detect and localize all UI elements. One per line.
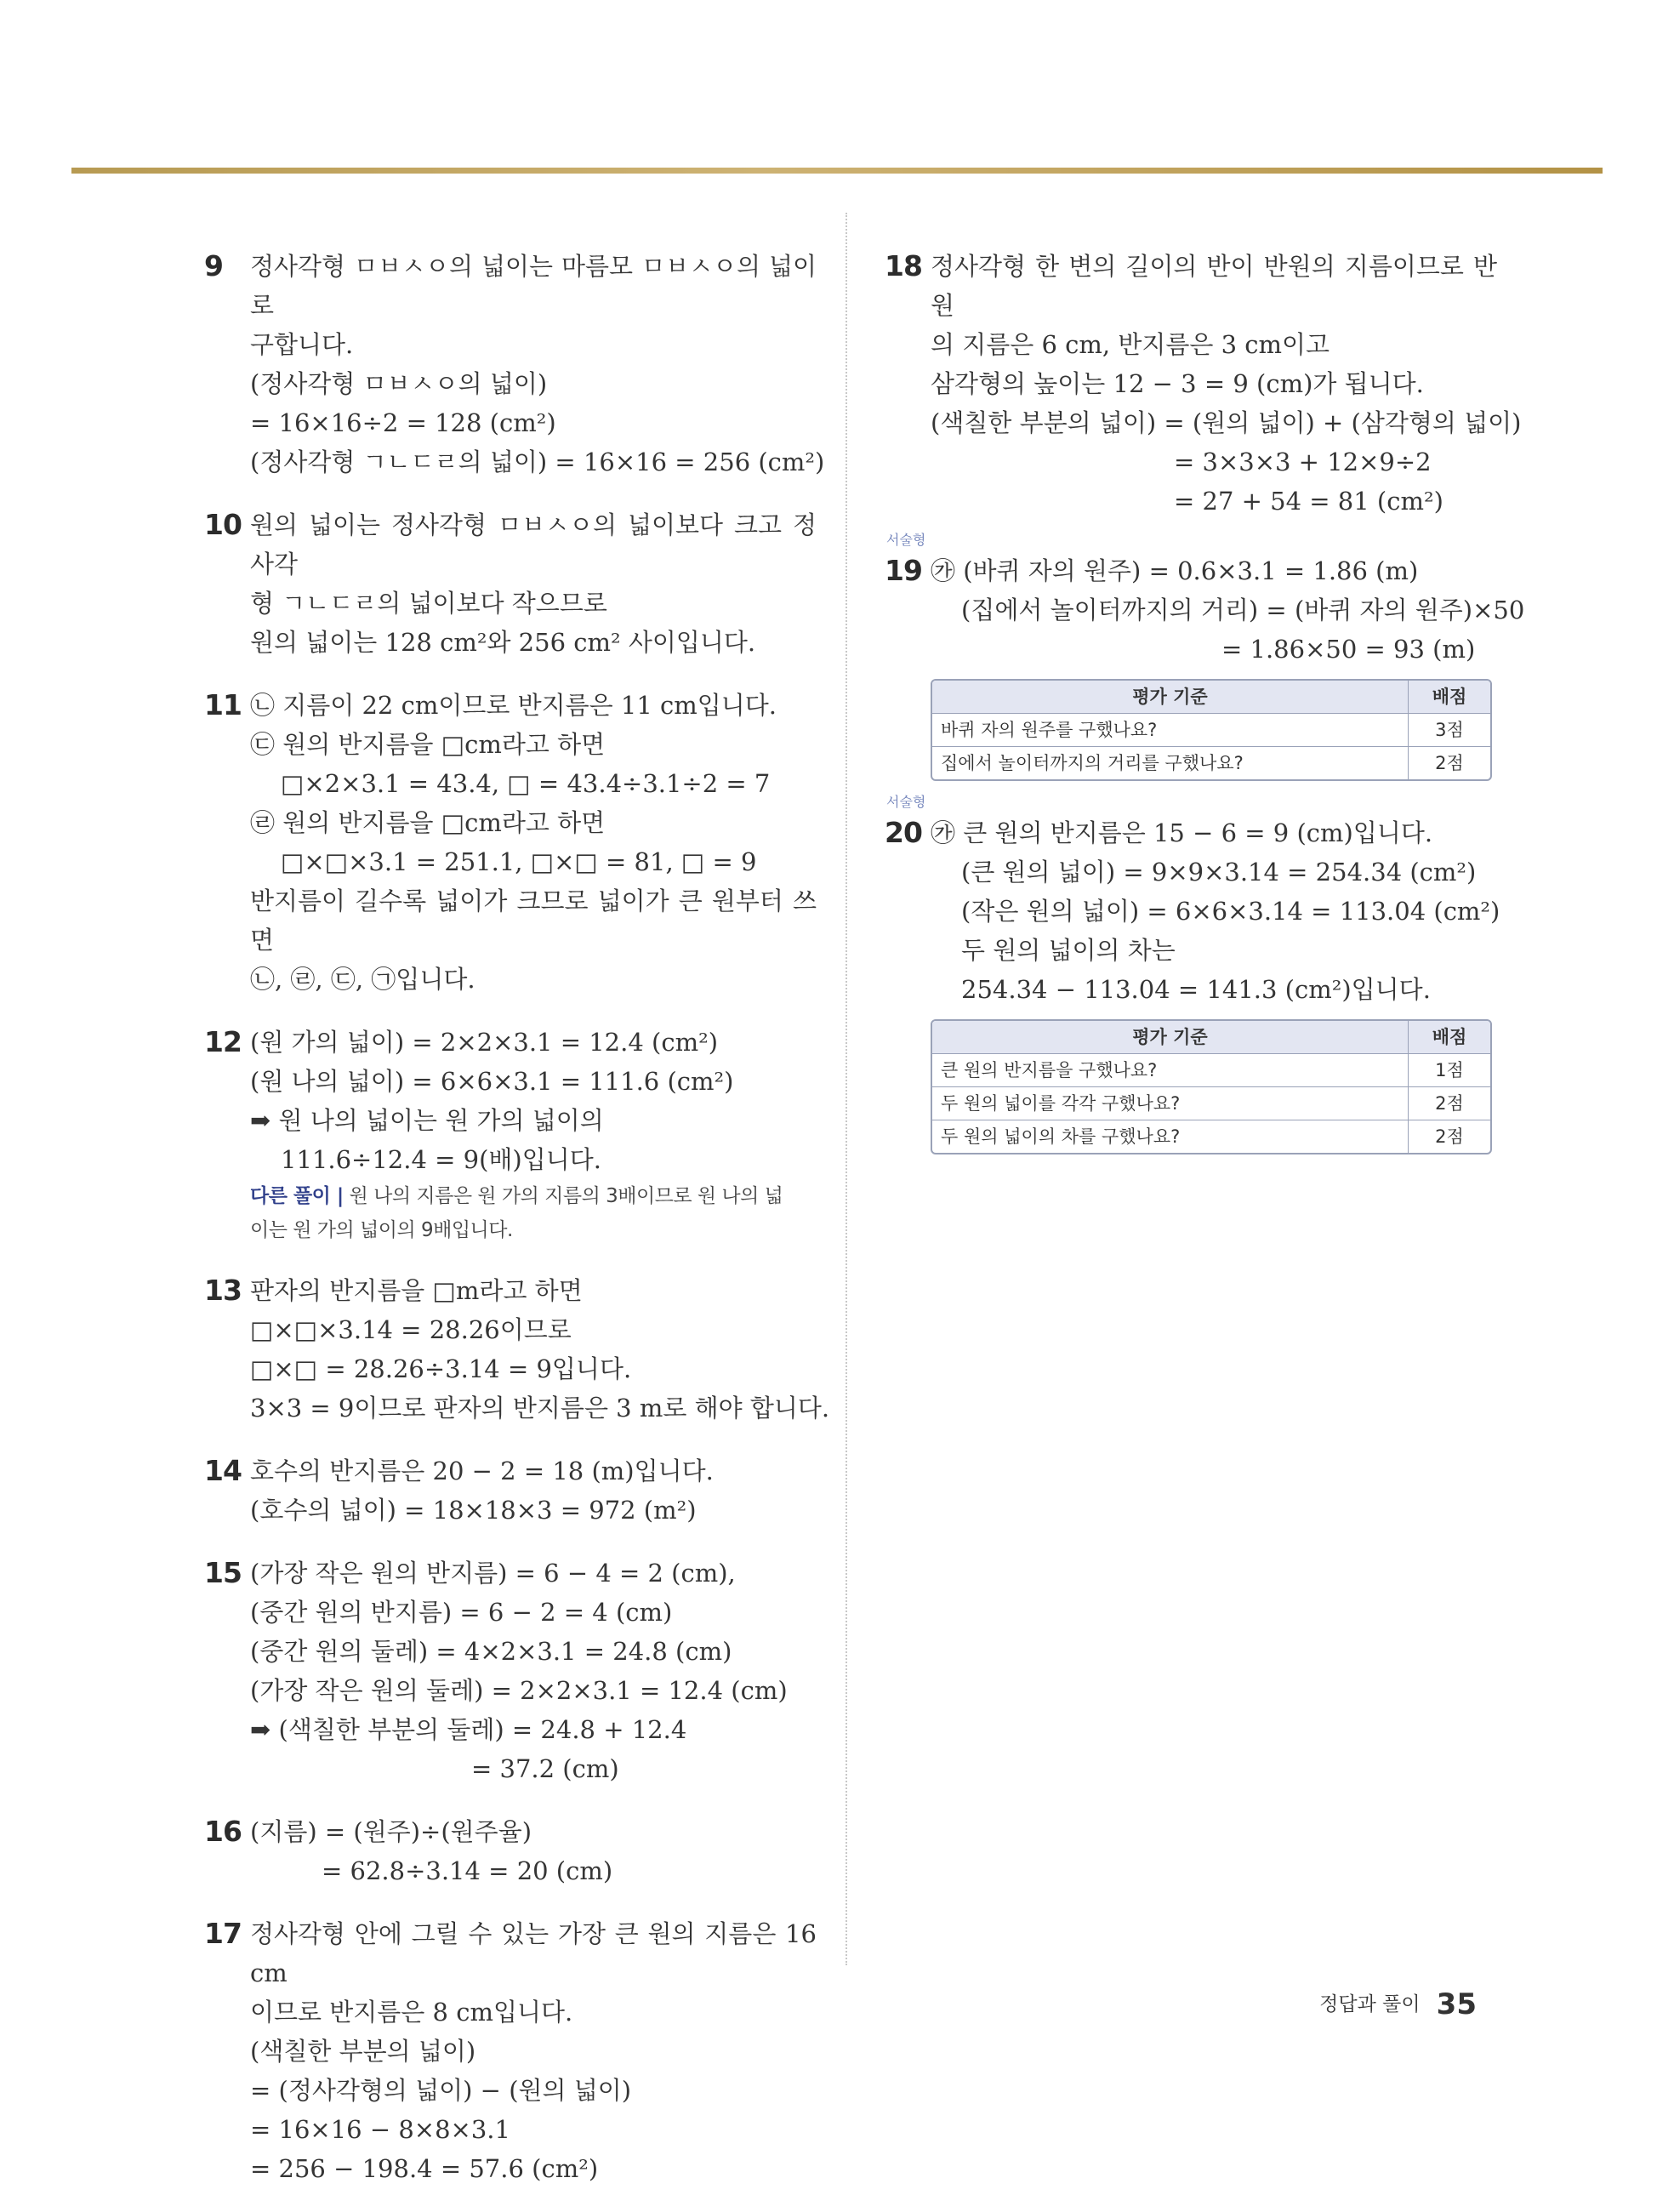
score-header: 배점 <box>1432 687 1467 707</box>
solution-line: □×□×3.14 = 28.26이므로 <box>250 1315 572 1344</box>
problem-12 <box>204 1023 817 1247</box>
solution-line: 의 지름은 6 cm, 반지름은 3 cm이고 <box>931 330 1330 359</box>
solution-line: = 62.8÷3.14 = 20 (cm) <box>322 1856 613 1885</box>
right-column <box>885 247 1525 1187</box>
solution-line: □×2×3.1 = 43.4, □ = 43.4÷3.1÷2 = 7 <box>281 769 771 798</box>
alternative-solution-label: 다른 풀이 | <box>250 1185 344 1207</box>
criteria-cell: 바퀴 자의 원주를 구했나요? <box>932 714 1409 746</box>
solution-line: = 16×16 − 8×8×3.1 <box>250 2115 510 2144</box>
solution-line: 호수의 반지름은 20 − 2 = 18 (m)입니다. <box>250 1457 714 1485</box>
solution-line: ➡ 원 나의 넓이는 원 가의 넓이의 <box>250 1106 604 1135</box>
alternative-solution-text: 원 나의 지름은 원 가의 지름의 3배이므로 원 나의 넓 <box>349 1185 783 1207</box>
solution-line: (지름) = (원주)÷(원주율) <box>250 1817 532 1846</box>
problem-10 <box>204 505 817 662</box>
problem-20 <box>885 794 1500 1154</box>
solution-line: □×□ = 28.26÷3.14 = 9입니다. <box>250 1354 632 1383</box>
solution-line: (큰 원의 넓이) = 9×9×3.14 = 254.34 (cm²) <box>961 858 1477 887</box>
problem-number: 16 <box>204 1815 242 1848</box>
column-divider <box>846 213 847 1965</box>
solution-line: (중간 원의 둘레) = 4×2×3.1 = 24.8 (cm) <box>250 1637 732 1666</box>
problem-14 <box>204 1451 817 1530</box>
score-cell: 2점 <box>1435 1093 1464 1114</box>
problem-number: 9 <box>204 249 223 282</box>
page-number: 35 <box>1436 1987 1477 2021</box>
score-cell: 1점 <box>1435 1060 1464 1080</box>
solution-line: (집에서 놀이터까지의 거리) = (바퀴 자의 원주)×50 <box>961 596 1525 624</box>
problem-15 <box>204 1554 817 1788</box>
solution-line: = 1.86×50 = 93 (m) <box>1221 635 1476 664</box>
solution-line: = 3×3×3 + 12×9÷2 <box>1174 448 1432 476</box>
grading-table-row <box>932 1120 1490 1153</box>
solution-line: 3×3 = 9이므로 판자의 반지름은 3 m로 해야 합니다. <box>250 1394 830 1422</box>
solution-line: 원의 넓이는 정사각형 ㅁㅂㅅㅇ의 넓이보다 크고 정사각 <box>250 510 817 579</box>
grading-table-row <box>932 713 1490 746</box>
grading-table-header <box>932 681 1490 713</box>
problem-17 <box>204 1914 817 2188</box>
solution-line: 111.6÷12.4 = 9(배)입니다. <box>281 1145 601 1174</box>
solution-line: = (정사각형의 넓이) − (원의 넓이) <box>250 2076 632 2105</box>
problem-number: 17 <box>204 1917 242 1950</box>
criteria-cell: 두 원의 넓이의 차를 구했나요? <box>932 1120 1409 1153</box>
solution-line: ㉮ 큰 원의 반지름은 15 − 6 = 9 (cm)입니다. <box>931 818 1433 847</box>
solution-line: = 256 − 198.4 = 57.6 (cm²) <box>250 2154 599 2183</box>
solution-line: ㉡, ㉣, ㉢, ㉠입니다. <box>250 965 475 994</box>
solution-line: (가장 작은 원의 반지름) = 6 − 4 = 2 (cm), <box>250 1559 736 1588</box>
problem-number: 10 <box>204 508 242 541</box>
problem-number: 11 <box>204 688 242 721</box>
solution-line: 이므로 반지름은 8 cm입니다. <box>250 1998 573 2027</box>
solution-line: 반지름이 길수록 넓이가 크므로 넓이가 큰 원부터 쓰면 <box>250 887 817 955</box>
problem-16 <box>204 1812 817 1890</box>
solution-line: (가장 작은 원의 둘레) = 2×2×3.1 = 12.4 (cm) <box>250 1676 788 1705</box>
solution-line: (정사각형 ㅁㅂㅅㅇ의 넓이) <box>250 369 548 398</box>
solution-line: 형 ㄱㄴㄷㄹ의 넓이보다 작으므로 <box>250 589 607 618</box>
score-header: 배점 <box>1432 1027 1467 1047</box>
problem-number: 12 <box>204 1025 242 1058</box>
criteria-header: 평가 기준 <box>932 681 1409 713</box>
solution-line: = 37.2 (cm) <box>471 1754 619 1783</box>
solution-line: ㉢ 원의 반지름을 □cm라고 하면 <box>250 730 606 759</box>
solution-line: 정사각형 안에 그릴 수 있는 가장 큰 원의 지름은 16 cm <box>250 1919 817 1987</box>
problem-18 <box>885 247 1522 521</box>
solution-line: (호수의 넓이) = 18×18×3 = 972 (m²) <box>250 1496 697 1525</box>
alternative-solution <box>250 1179 817 1213</box>
solution-line: 구합니다. <box>250 330 354 359</box>
criteria-header: 평가 기준 <box>932 1021 1409 1053</box>
problem-13 <box>204 1271 830 1428</box>
essay-type-tag: 서술형 <box>886 532 926 548</box>
solution-line: 정사각형 한 변의 길이의 반이 반원의 지름이므로 반원 <box>931 252 1497 320</box>
solution-line: ㉡ 지름이 22 cm이므로 반지름은 11 cm입니다. <box>250 691 777 720</box>
grading-table <box>931 679 1492 781</box>
solution-line: (중간 원의 반지름) = 6 − 2 = 4 (cm) <box>250 1598 673 1627</box>
essay-type-tag: 서술형 <box>886 794 926 810</box>
criteria-cell: 큰 원의 반지름을 구했나요? <box>932 1054 1409 1086</box>
grading-table-row <box>932 1053 1490 1086</box>
problem-number: 20 <box>885 816 922 849</box>
score-cell: 2점 <box>1435 753 1464 773</box>
footer-label: 정답과 풀이 <box>1319 1993 1421 2015</box>
score-cell: 3점 <box>1435 720 1464 740</box>
score-cell: 2점 <box>1435 1126 1464 1147</box>
solution-line: (정사각형 ㄱㄴㄷㄹ의 넓이) = 16×16 = 256 (cm²) <box>250 448 825 476</box>
solution-line: ㉣ 원의 반지름을 □cm라고 하면 <box>250 808 606 837</box>
problem-number: 18 <box>885 249 922 282</box>
problem-9 <box>204 247 825 482</box>
problem-number: 14 <box>204 1454 242 1487</box>
problem-number: 15 <box>204 1556 242 1589</box>
page-footer <box>1319 1987 1477 2021</box>
solution-line: (작은 원의 넓이) = 6×6×3.14 = 113.04 (cm²) <box>961 897 1500 926</box>
left-column <box>204 247 830 2212</box>
grading-table-row <box>932 1086 1490 1120</box>
criteria-cell: 집에서 놀이터까지의 거리를 구했나요? <box>932 747 1409 779</box>
grading-table-header <box>932 1021 1490 1053</box>
problem-19 <box>885 532 1525 781</box>
problem-number: 13 <box>204 1274 242 1307</box>
solution-line: 254.34 − 113.04 = 141.3 (cm²)입니다. <box>961 975 1431 1004</box>
solution-line: 판자의 반지름을 □m라고 하면 <box>250 1276 583 1305</box>
top-rule <box>71 168 1603 174</box>
solution-line: ㉮ (바퀴 자의 원주) = 0.6×3.1 = 1.86 (m) <box>931 556 1419 585</box>
solution-line: ➡ (색칠한 부분의 둘레) = 24.8 + 12.4 <box>250 1715 687 1744</box>
solution-line: (원 가의 넓이) = 2×2×3.1 = 12.4 (cm²) <box>250 1028 719 1057</box>
solution-line: (원 나의 넓이) = 6×6×3.1 = 111.6 (cm²) <box>250 1067 734 1096</box>
solution-line: 원의 넓이는 128 cm²와 256 cm² 사이입니다. <box>250 628 756 657</box>
solution-line: (색칠한 부분의 넓이) = (원의 넓이) + (삼각형의 넓이) <box>931 408 1522 437</box>
solution-line: (색칠한 부분의 넓이) <box>250 2037 476 2066</box>
solution-line: 삼각형의 높이는 12 − 3 = 9 (cm)가 됩니다. <box>931 369 1424 398</box>
criteria-cell: 두 원의 넓이를 각각 구했나요? <box>932 1087 1409 1120</box>
solution-line: 정사각형 ㅁㅂㅅㅇ의 넓이는 마름모 ㅁㅂㅅㅇ의 넓이로 <box>250 252 817 320</box>
solution-line: = 16×16÷2 = 128 (cm²) <box>250 408 556 437</box>
solution-line: □×□×3.1 = 251.1, □×□ = 81, □ = 9 <box>281 847 757 876</box>
solution-line: = 27 + 54 = 81 (cm²) <box>1174 487 1443 516</box>
grading-table <box>931 1019 1492 1154</box>
alternative-solution-text: 이는 원 가의 넓이의 9배입니다. <box>250 1219 513 1241</box>
grading-table-row <box>932 746 1490 779</box>
problem-11 <box>204 686 817 999</box>
solution-line: 두 원의 넓이의 차는 <box>961 936 1176 965</box>
problem-number: 19 <box>885 554 922 587</box>
